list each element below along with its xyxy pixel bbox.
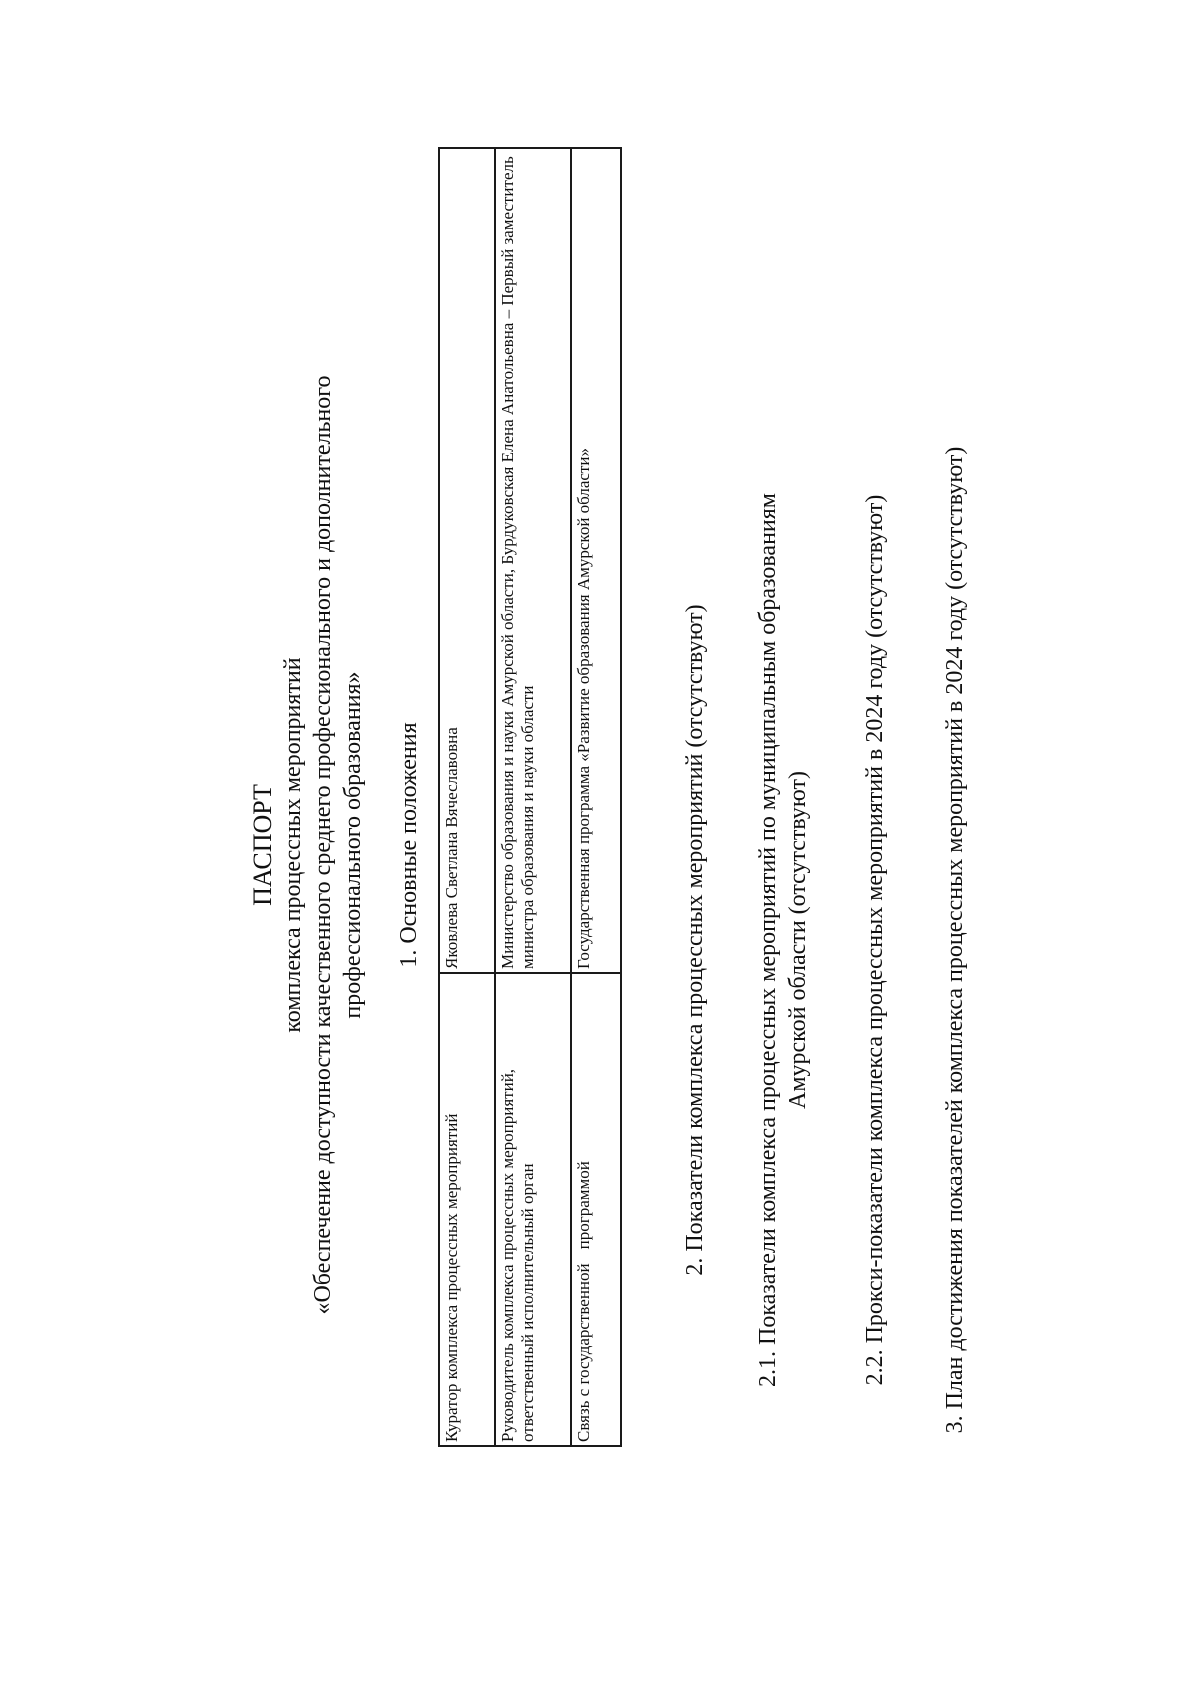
document-page	[248, 40, 1108, 1650]
section-2-1-heading-line1: 2.1. Показатели комплекса процессных мероприятий по муниципальным образованиям	[755, 493, 781, 1387]
state-program-link-value: Государственная программа «Развитие образования Амурской области»	[571, 148, 621, 973]
section-3-heading: 3. План достижения показателей комплекса процессных мероприятий в 2024 году (отсутствуют)	[942, 446, 968, 1434]
section-2-heading: 2. Показатели комплекса процессных мероприятий (отсутствуют)	[682, 604, 708, 1276]
state-program-link-label	[571, 973, 621, 1446]
curator-value: Яковлева Светлана Вячеславовна	[439, 148, 495, 973]
section-2-1-heading-line2: Амурской области (отсутствуют)	[785, 771, 811, 1110]
table-row	[495, 148, 571, 1446]
document-title: ПАСПОРТ	[248, 784, 277, 906]
head-label: Руководитель комплекса процессных мероприятий, ответственный исполнительный орган	[495, 973, 571, 1446]
program-name-line2: профессионального образования»	[340, 671, 366, 1019]
title-block	[248, 40, 368, 1650]
state-program-link-label-part1: Связь с государственной	[574, 1263, 593, 1442]
section-2-2-heading: 2.2. Прокси-показатели комплекса процессных мероприятий в 2024 году (отсутствуют)	[862, 494, 888, 1386]
curator-label: Куратор комплекса процессных мероприятий	[439, 973, 495, 1446]
table-row	[571, 148, 621, 1446]
head-value: Министерство образования и науки Амурской области, Бурдуковская Елена Анатольевна – Первый заместитель министра образования и науки области	[495, 148, 571, 973]
program-name-line1: «Обеспечение доступности качественного среднего профессионального и дополнительного	[310, 375, 336, 1315]
section-2-1-heading	[753, 380, 813, 1500]
basic-provisions-table	[438, 147, 622, 1447]
section-1-heading: 1. Основные положения	[396, 722, 422, 968]
document-subtitle: комплекса процессных мероприятий	[280, 657, 306, 1033]
state-program-link-label-part2: программой	[574, 1161, 593, 1250]
table-row	[439, 148, 495, 1446]
